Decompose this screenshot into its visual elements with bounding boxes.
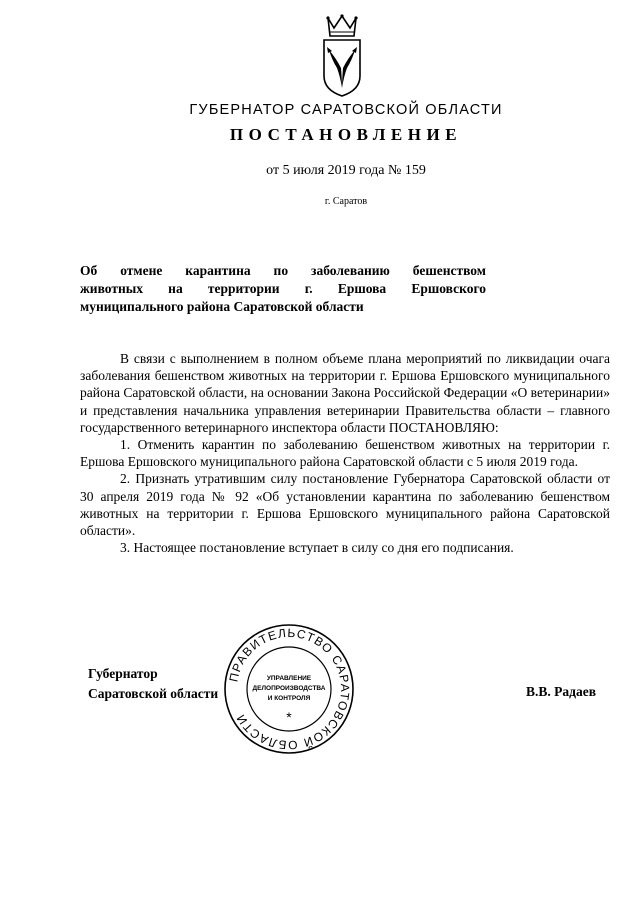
stamp-star-icon: * bbox=[286, 709, 292, 725]
official-stamp bbox=[222, 622, 356, 756]
document-body bbox=[80, 350, 610, 556]
stamp-inner-line: ДЕЛОПРОИЗВОДСТВА bbox=[252, 685, 326, 692]
clause-2: 2. Признать утратившим силу постановление Губернатора Саратовской области от 30 апреля 2019 года № 92 «Об установлении карантина по заболеванию бешенством животных на территории г. Ершова Ершовского муниципального района Саратовской области». bbox=[80, 471, 610, 539]
document-type-title: ПОСТАНОВЛЕНИЕ bbox=[229, 125, 463, 144]
signatory-position-line: Губернатор bbox=[88, 666, 158, 681]
signatory-name: В.В. Радаев bbox=[526, 684, 596, 699]
document-city: г. Саратов bbox=[324, 196, 368, 207]
preamble-paragraph: В связи с выполнением в полном объеме плана мероприятий по ликвидации очага заболевания бешенством животных на территории г. Ершова Ершовского муниципального района Саратовской области, на основании Закона Российской Федерации «О ветеринарии» и представления начальника управления ветеринарии Правительства области – главного государственного ветеринарного инспектора области ПОСТАНОВЛЯЮ: bbox=[80, 351, 610, 435]
signatory-position bbox=[88, 664, 218, 704]
signatory-position-line: Саратовской области bbox=[88, 686, 219, 701]
stamp-inner-line: УПРАВЛЕНИЕ bbox=[266, 675, 312, 682]
subject-line: муниципального района Саратовской области bbox=[80, 299, 364, 314]
subject-line: Об отмене карантина по заболеванию бешенством bbox=[80, 263, 486, 278]
document-date-number: от 5 июля 2019 года № 159 bbox=[266, 163, 426, 178]
stamp-outer-text: ПРАВИТЕЛЬСТВО САРАТОВСКОЙ ОБЛАСТИ bbox=[226, 625, 353, 753]
document-subject bbox=[80, 262, 486, 316]
clause-3: 3. Настоящее постановление вступает в силу со дня его подписания. bbox=[120, 540, 514, 556]
clause-1: 1. Отменить карантин по заболеванию бешенством животных на территории г. Ершова Ершовского муниципального района Саратовской области с 5 июля 2019 года. bbox=[80, 437, 610, 470]
issuing-authority: ГУБЕРНАТОР САРАТОВСКОЙ ОБЛАСТИ bbox=[189, 102, 503, 118]
stamp-inner-line: И КОНТРОЛЯ bbox=[267, 695, 311, 702]
subject-line: животных на территории г. Ершова Ершовского bbox=[80, 281, 486, 296]
coat-of-arms-emblem bbox=[318, 14, 366, 98]
